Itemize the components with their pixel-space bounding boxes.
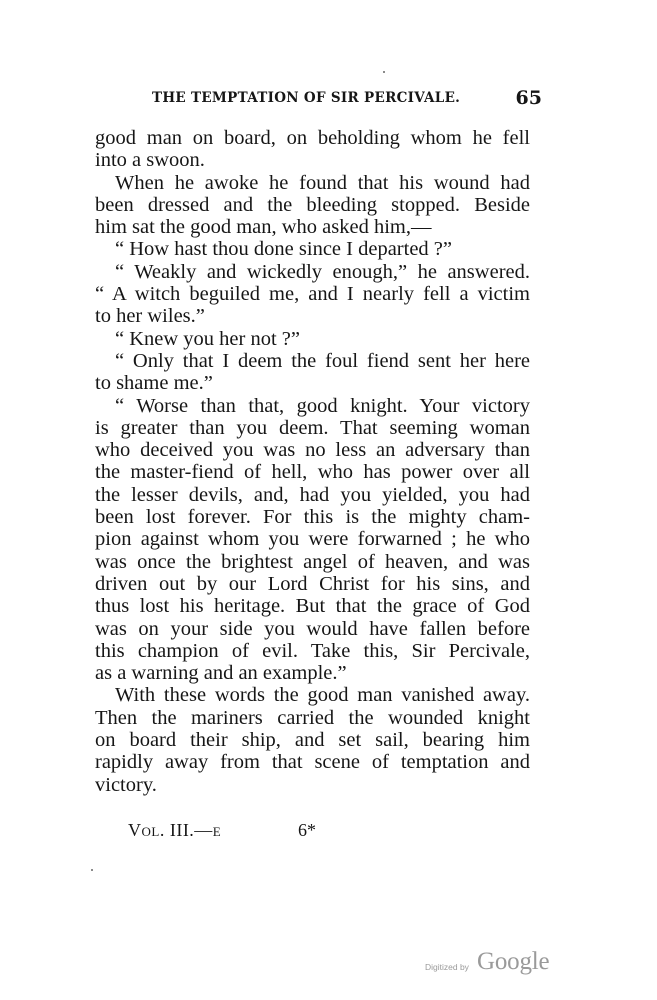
text-line: Then the mariners carried the wounded knight: [95, 706, 530, 729]
text-line: With these words the good man vanished away.: [115, 684, 530, 707]
text-line: driven out by our Lord Christ for his sins, and: [95, 572, 530, 595]
text-line: was on your side you would have fallen before: [95, 617, 530, 640]
text-line: “ Weakly and wickedly enough,” he answered.: [115, 260, 530, 283]
text-line: “ Only that I deem the foul fiend sent her here: [115, 349, 530, 372]
signature-mark: 6*: [298, 820, 316, 840]
text-line: the lesser devils, and, had you yielded, you had: [95, 483, 530, 506]
text-line: “ How hast thou done since I departed ?”: [115, 238, 452, 261]
text-line: this champion of evil. Take this, Sir Percivale,: [95, 639, 530, 662]
page-number: 65: [515, 87, 542, 109]
printer-signature: [128, 820, 428, 844]
text-line: been lost forever. For this is the mighty cham-: [95, 506, 530, 529]
text-line: “ Worse than that, good knight. Your victory: [115, 394, 530, 417]
text-line: him sat the good man, who asked him,—: [95, 216, 432, 239]
text-line: as a warning and an example.”: [95, 662, 347, 685]
google-logo: Google: [477, 948, 550, 975]
text-line: “ Knew you her not ?”: [115, 327, 301, 350]
body-text: [95, 127, 530, 796]
text-line: was once the brightest angel of heaven, and was: [95, 550, 530, 573]
text-line: the master-fiend of hell, who has power over all: [95, 461, 530, 484]
text-line: into a swoon.: [95, 149, 205, 172]
print-speck: [91, 869, 93, 871]
volume-mark: Vol. III.—e: [128, 820, 222, 840]
text-line: who deceived you was no less an adversary than: [95, 439, 530, 462]
digitized-by-text: Digitized by: [425, 962, 469, 972]
text-line: is greater than you deem. That seeming woman: [95, 416, 530, 439]
print-speck: [383, 71, 385, 73]
text-line: been dressed and the bleeding stopped. Beside: [95, 193, 530, 216]
text-line: “ A witch beguiled me, and I nearly fell a victim: [95, 283, 530, 306]
text-line: rapidly away from that scene of temptation and: [95, 751, 530, 774]
text-line: When he awoke he found that his wound had: [115, 171, 530, 194]
digitization-watermark: [425, 950, 565, 980]
text-line: to shame me.”: [95, 372, 213, 395]
text-line: on board their ship, and set sail, bearing him: [95, 729, 530, 752]
text-line: good man on board, on beholding whom he fell: [95, 127, 530, 149]
text-line: to her wiles.”: [95, 305, 205, 328]
text-line: thus lost his heritage. But that the grace of God: [95, 595, 530, 618]
text-line: victory.: [95, 773, 157, 796]
running-head: [152, 88, 542, 112]
text-line: pion against whom you were forwarned ; he who: [95, 528, 530, 551]
running-title: THE TEMPTATION OF SIR PERCIVALE.: [152, 90, 461, 106]
